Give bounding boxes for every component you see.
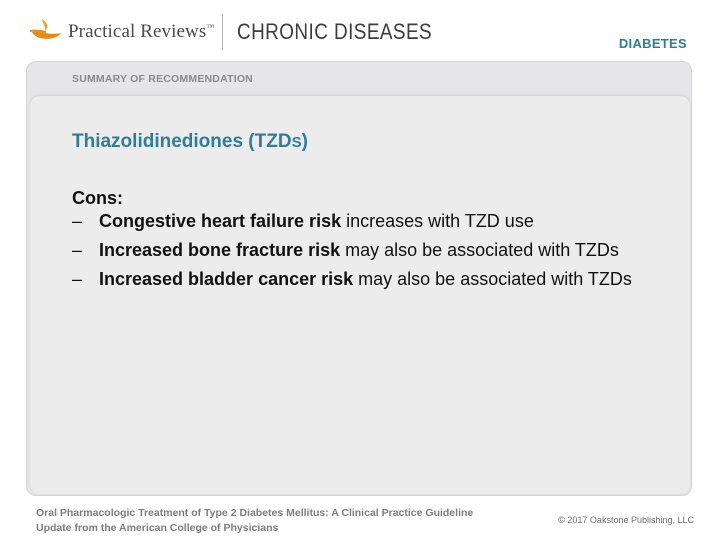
citation-line-2: Update from the American College of Physicians [36, 522, 279, 534]
item-bold: Congestive heart failure risk [99, 211, 342, 231]
lamp-flame-icon [28, 16, 64, 44]
list-item [72, 268, 652, 291]
bullet-dash: – [72, 269, 83, 289]
panel-label: SUMMARY OF RECOMMENDATION [72, 73, 253, 85]
bullet-dash: – [72, 211, 83, 231]
item-text: increases with TZD use [341, 211, 534, 231]
title-main: Thiazolidinediones (TZD [72, 131, 292, 152]
list-item [72, 239, 652, 262]
bullet-dash: – [72, 240, 83, 260]
title-small-caps: S [291, 134, 302, 151]
brand-name: Practical Reviews™ [68, 21, 215, 42]
item-text: may also be associated with TZDs [340, 240, 619, 260]
series-title: CHRONIC DISEASES [237, 19, 433, 44]
title-close: ) [301, 131, 308, 152]
item-bold: Increased bladder cancer risk [99, 269, 354, 289]
cons-list [72, 210, 652, 297]
cons-heading: Cons: [72, 188, 123, 208]
citation [36, 506, 473, 536]
item-text: may also be associated with TZDs [353, 269, 632, 289]
slide-title [72, 131, 308, 153]
copyright: © 2017 Oakstone Publishing, LLC [558, 515, 694, 525]
topic-label: DIABETES [618, 36, 687, 51]
header [0, 0, 720, 60]
header-divider [222, 14, 223, 50]
citation-line-1: Oral Pharmacologic Treatment of Type 2 Diabetes Mellitus: A Clinical Practice Guideline [36, 507, 474, 519]
list-item [72, 210, 652, 233]
item-bold: Increased bone fracture risk [99, 240, 341, 260]
